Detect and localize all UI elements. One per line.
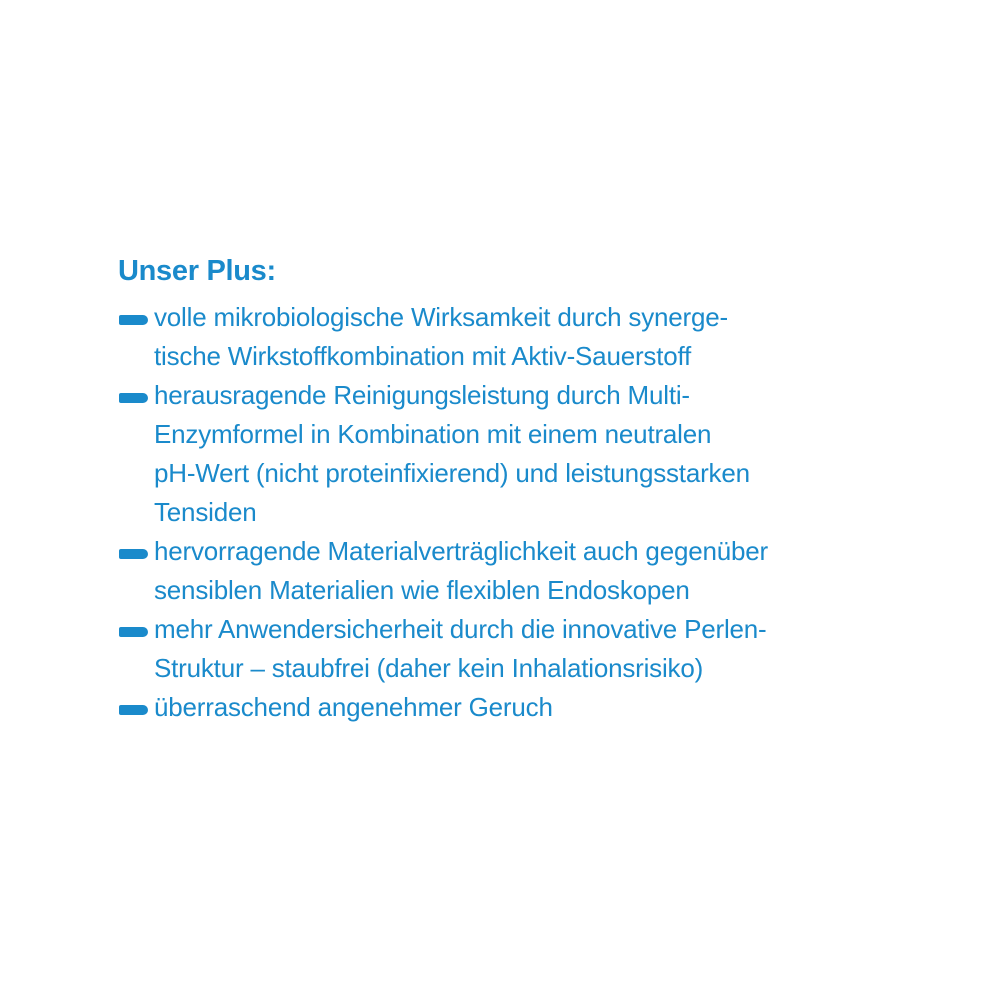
benefit-item [118, 688, 948, 727]
benefit-item [118, 376, 948, 532]
benefit-list [118, 298, 948, 727]
benefit-line: volle mikrobiologische Wirksamkeit durch synerge- [154, 302, 728, 332]
benefits-section [118, 252, 948, 727]
benefit-item [118, 532, 948, 610]
bullet-icon [119, 315, 148, 325]
benefit-line: sensiblen Materialien wie flexiblen Endoskopen [154, 575, 690, 605]
benefit-line: pH-Wert (nicht proteinfixierend) und leistungsstarken [154, 458, 750, 488]
benefit-line: tische Wirkstoffkombination mit Aktiv-Sauerstoff [154, 341, 692, 371]
benefit-line: überraschend angenehmer Geruch [154, 692, 553, 722]
benefit-line: Enzymformel in Kombination mit einem neutralen [154, 419, 712, 449]
section-heading: Unser Plus: [118, 255, 276, 287]
bullet-icon [119, 393, 148, 403]
benefit-item [118, 298, 948, 376]
benefit-item [118, 610, 948, 688]
benefit-line: Tensiden [154, 497, 257, 527]
bullet-icon [119, 627, 148, 637]
benefit-line: mehr Anwendersicherheit durch die innovative Perlen- [154, 614, 767, 644]
bullet-icon [119, 549, 148, 559]
benefit-line: hervorragende Materialverträglichkeit auch gegenüber [154, 536, 768, 566]
benefit-line: herausragende Reinigungsleistung durch Multi- [154, 380, 690, 410]
benefit-line: Struktur – staubfrei (daher kein Inhalationsrisiko) [154, 653, 704, 683]
bullet-icon [119, 705, 148, 715]
